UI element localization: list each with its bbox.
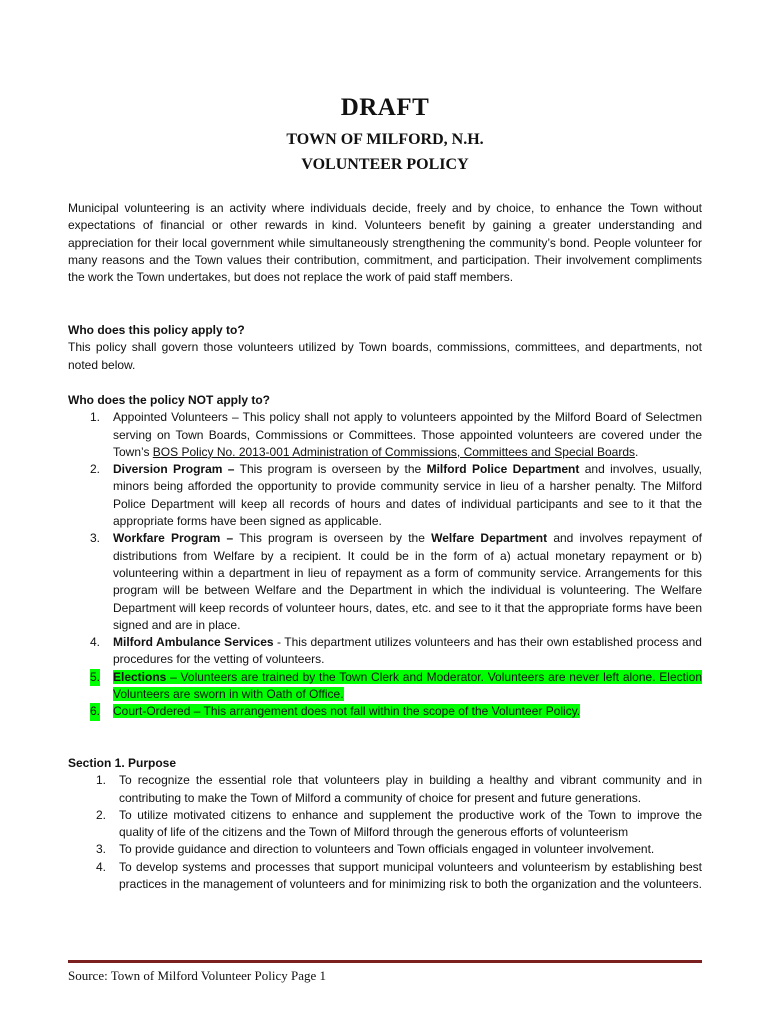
list-item-highlighted [68,669,702,704]
item-text: and involves, usually, minors being afforded the opportunity to provide community service in lieu of a harsher penalty. The Milford Police Department will keep all records of hours and dates of individual participants and see to it that the appropriate forms have been signed as applicable. [113,462,702,529]
list-item [68,859,702,894]
town-title: TOWN OF MILFORD, N.H. [286,131,484,148]
list-item [68,409,702,461]
exclusions-list [68,409,702,720]
list-item [68,841,702,858]
bos-policy-link[interactable]: BOS Policy No. 2013-001 Administration of Commissions, Committees and Special Boards [152,444,636,459]
list-item [68,807,702,842]
item-number: 2. [96,807,107,822]
intro-paragraph: Municipal volunteering is an activity where individuals decide, freely and by choice, to enhance the Town without expectations of financial or other rewards in kind. Volunteers benefit by gaining a greater understanding and appreciation for their local government while simultaneously strengthening the community’s bond. People volunteer for many reasons and the Town values their contribution, commitment, and participation. Their involvement compliments the work the Town undertakes, but does not replace the work of paid staff members. [68,201,702,285]
draft-title: DRAFT [340,94,430,121]
item-lead: Elections [113,669,167,684]
intro-section [68,200,702,286]
item-lead: Diversion Program – [113,462,235,477]
item-end: . [635,444,639,459]
item-text: To provide guidance and direction to volunteers and Town officials engaged in volunteer involvement. [119,842,655,857]
item-number: 6. [90,703,100,720]
item-text: – Volunteers are trained by the Town Clerk and Moderator. Volunteers are never left alone. Election Volunteers are sworn in with Oath of Office. [113,669,702,702]
list-item-highlighted [68,703,702,720]
item-text: To recognize the essential role that volunteers play in building a healthy and vibrant community and in contributing to make the Town of Milford a community of choice for present and future generations. [119,773,702,805]
page-footer: Source: Town of Milford Volunteer Policy Page 1 [68,960,702,984]
item-lead: Workfare Program – [113,531,234,546]
item-number: 1. [96,773,107,788]
item-text: Court-Ordered – This arrangement does not fall within the scope of the Volunteer Policy. [113,704,581,719]
item-text: To utilize motivated citizens to enhance and supplement the productive work of the Town to improve the quality of life of the citizens and the Town of Milford through the generous efforts of volunteerism [119,807,702,840]
who-applies-section [68,322,702,374]
who-applies-heading: Who does this policy apply to? [68,323,245,337]
item-bold: Milford Police Department [426,462,580,477]
item-lead: Milford Ambulance Services [113,635,274,650]
list-item [68,530,702,634]
who-applies-text: This policy shall govern those volunteers utilized by Town boards, commissions, committees, and departments, not noted below. [68,340,702,372]
who-not-applies-section [68,392,702,721]
item-number: 3. [90,531,101,546]
item-number: 4. [90,635,101,650]
list-item [68,634,702,669]
item-number: 1. [90,410,101,425]
item-text: and involves repayment of distributions from Welfare by a recipient. It could be in the form of a) actual monetary repayment or b) volunteering within a department in lieu of repayment as a form of community service. Arrangements for this program will be between Welfare and the Department in which the individual is volunteering. The Welfare Department will keep records of volunteer hours, dates, etc. and see to it that the appropriate forms have been signed and are in place. [113,531,702,632]
purpose-list [68,772,702,893]
item-number: 2. [90,462,101,477]
item-number: 3. [96,842,107,857]
policy-title: VOLUNTEER POLICY [301,156,469,173]
item-text: This program is overseen by the [233,531,432,546]
item-number: 5. [90,669,100,686]
item-number: 4. [96,859,107,874]
who-not-applies-heading: Who does the policy NOT apply to? [68,393,271,407]
section-1-heading: Section 1. Purpose [68,756,177,770]
item-text: This program is overseen by the [234,462,427,477]
list-item [68,772,702,807]
item-bold: Welfare Department [431,531,548,546]
item-text: Appointed Volunteers – This policy shall not apply to volunteers appointed by the Milford Board of Selectmen serving on Town Boards, Commissions or Committees. Those appointed volunteers are covered under the Town’s [113,410,702,459]
item-text: - This department utilizes volunteers and has their own established process and procedures for the vetting of volunteers. [113,635,702,667]
list-item [68,461,702,530]
section-1-purpose [68,755,702,893]
item-text: To develop systems and processes that support municipal volunteers and volunteerism by establishing best practices in the management of volunteers and for minimizing risk to both the organization and the volunteers. [119,859,702,892]
